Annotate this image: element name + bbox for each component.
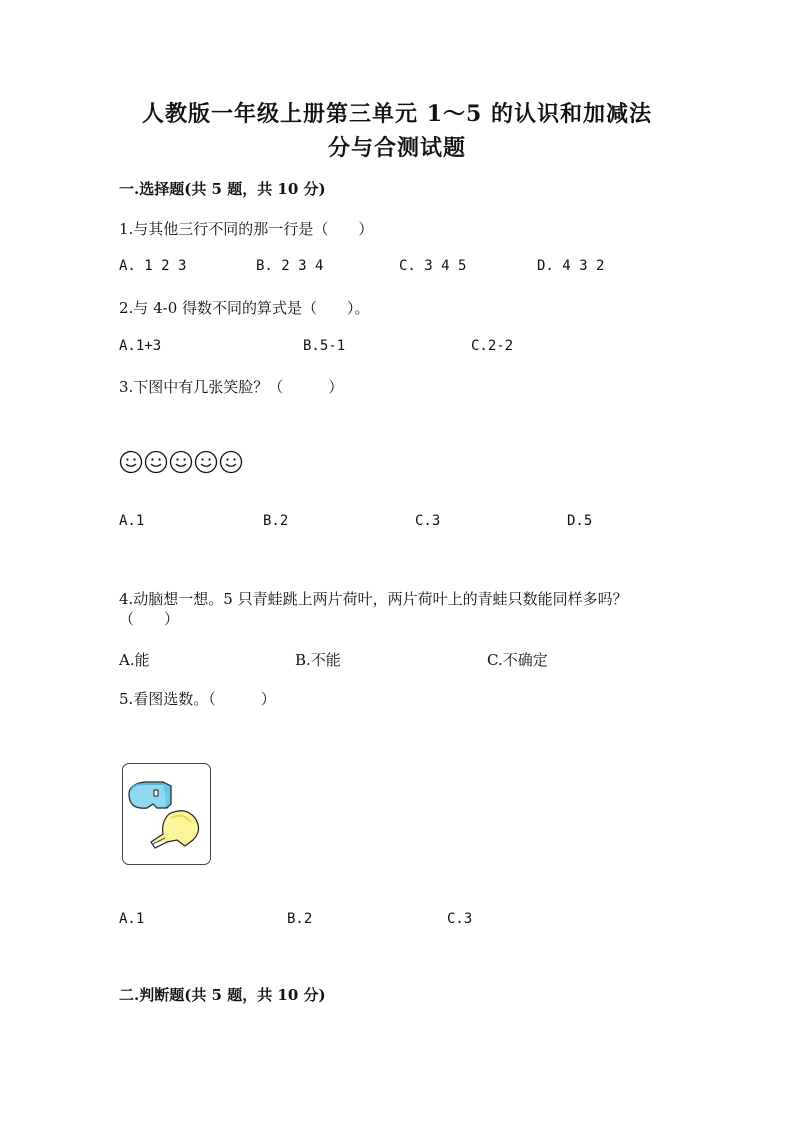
- smiley-face-icon: [169, 450, 193, 474]
- question-4-option-c: C.不确定: [487, 651, 548, 669]
- smiley-face-icon: [119, 450, 143, 474]
- question-5-option-c: C.3: [447, 911, 473, 927]
- question-2-option-c: C.2-2: [471, 338, 514, 354]
- question-1-option-b: B. 2 3 4: [256, 258, 324, 274]
- question-1-option-d: D. 4 3 2: [537, 258, 605, 274]
- question-3-option-d: D.5: [567, 513, 593, 529]
- question-2-option-a: A.1+3: [119, 338, 162, 354]
- whistles-figure: [122, 763, 211, 865]
- document-title-line2: 分与合测试题: [327, 135, 466, 161]
- question-4-option-b: B.不能: [295, 651, 341, 669]
- question-4-answer-blank: （ ）: [119, 610, 180, 628]
- whistle-icon: [123, 764, 209, 863]
- question-1-option-c: C. 3 4 5: [399, 258, 467, 274]
- question-5-option-b: B.2: [287, 911, 313, 927]
- question-2-text: 2.与 4-0 得数不同的算式是（ ）。: [119, 299, 370, 317]
- smiley-face-icon: [219, 450, 243, 474]
- document-title-line1: 人教版一年级上册第三单元 1～5 的认识和加减法: [142, 101, 652, 127]
- smiley-faces-figure: [119, 450, 243, 474]
- question-5-option-a: A.1: [119, 911, 145, 927]
- question-2-option-b: B.5-1: [303, 338, 346, 354]
- question-3-option-b: B.2: [263, 513, 289, 529]
- question-3-text: 3.下图中有几张笑脸？（ ）: [119, 378, 344, 396]
- question-1-option-a: A. 1 2 3: [119, 258, 187, 274]
- question-4-text: 4.动脑想一想。5 只青蛙跳上两片荷叶，两片荷叶上的青蛙只数能同样多吗？: [119, 590, 628, 608]
- section-heading-judgment: 二.判断题(共 5 题，共 10 分): [119, 986, 326, 1004]
- smiley-face-icon: [194, 450, 218, 474]
- question-5-text: 5.看图选数。（ ）: [119, 690, 276, 708]
- question-3-option-c: C.3: [415, 513, 441, 529]
- question-1-text: 1.与其他三行不同的那一行是（ ）: [119, 220, 374, 238]
- question-3-option-a: A.1: [119, 513, 145, 529]
- section-heading-choice: 一.选择题(共 5 题，共 10 分): [119, 180, 326, 198]
- question-4-option-a: A.能: [119, 651, 150, 669]
- smiley-face-icon: [144, 450, 168, 474]
